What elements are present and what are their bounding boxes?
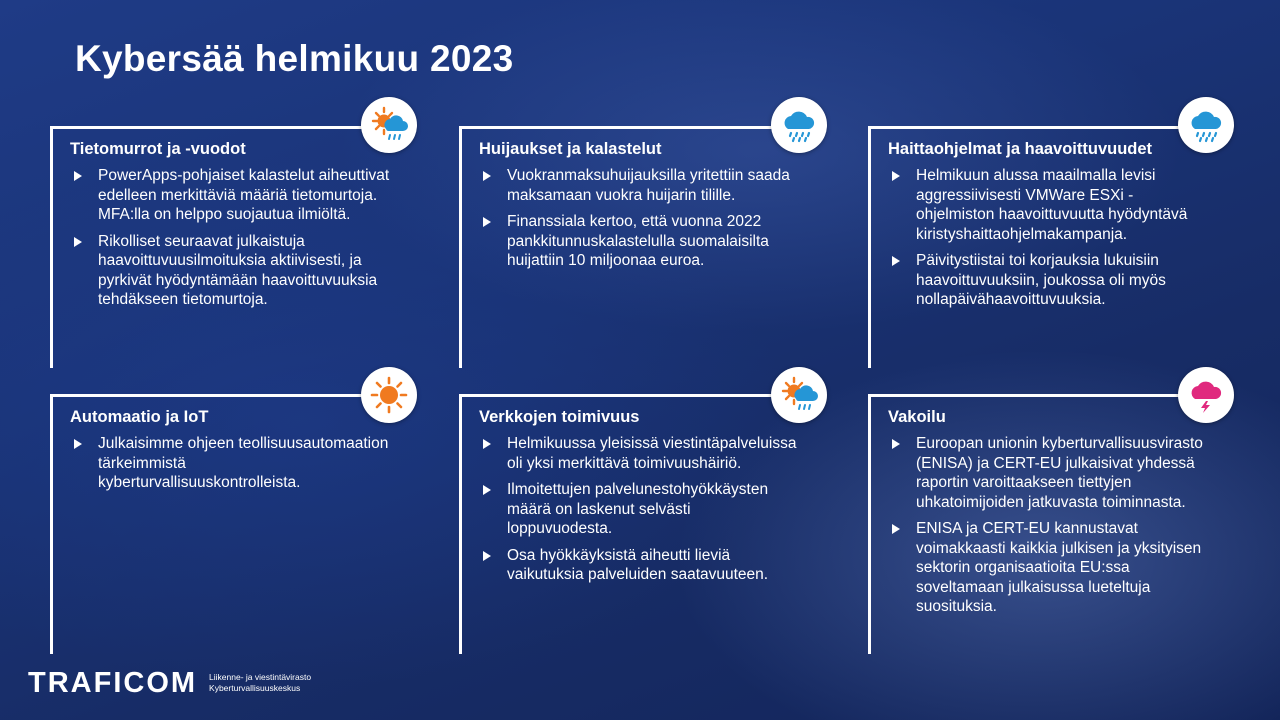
sun-icon	[361, 367, 417, 423]
panel-title: Vakoilu	[888, 408, 946, 426]
bullet-list	[888, 166, 1208, 310]
panel-vakoilu	[868, 394, 1208, 654]
list-item: PowerApps-pohjaiset kalastelut aiheuttivat edelleen merkittäviä määriä tietomurtoja. MFA:lla on helppo suojautua ilmiöltä.	[70, 166, 390, 225]
panel-verkkojen-toimivuus	[459, 394, 799, 654]
panel-title: Haittaohjelmat ja haavoittuvuudet	[888, 140, 1153, 158]
bullet-list	[479, 166, 799, 271]
panel-haittaohjelmat	[868, 126, 1208, 368]
bullet-list	[70, 434, 390, 493]
panel-title: Tietomurrot ja -vuodot	[70, 140, 246, 158]
bullet-list	[888, 434, 1208, 617]
bullet-list	[70, 166, 390, 310]
thunderstorm-icon	[1178, 367, 1234, 423]
rain-cloud-icon	[771, 97, 827, 153]
list-item: Päivitystiistai toi korjauksia lukuisiin haavoittuvuuksiin, joukossa oli myös nollapäivähaavoittuvuuksia.	[888, 251, 1208, 310]
logo-wordmark: TRAFICOM	[28, 667, 198, 699]
logo-subtitle-line2: Kyberturvallisuuskeskus	[209, 683, 301, 693]
panel-title: Automaatio ja IoT	[70, 408, 209, 426]
list-item: Osa hyökkäyksistä aiheutti lieviä vaikutuksia palveluiden saatavuuteen.	[479, 546, 799, 585]
panel-huijaukset	[459, 126, 799, 368]
list-item: Helmikuussa yleisissä viestintäpalveluissa oli yksi merkittävä toimivuushäiriö.	[479, 434, 799, 473]
list-item: Julkaisimme ohjeen teollisuusautomaation tärkeimmistä kyberturvallisuuskontrolleista.	[70, 434, 390, 493]
list-item: Vuokranmaksuhuijauksilla yritettiin saada maksamaan vuokra huijarin tilille.	[479, 166, 799, 205]
bullet-list	[479, 434, 799, 585]
partly-sunny-rain-icon	[361, 97, 417, 153]
panel-title: Huijaukset ja kalastelut	[479, 140, 662, 158]
panel-title: Verkkojen toimivuus	[479, 408, 640, 426]
logo-subtitle	[209, 672, 311, 694]
list-item: Finanssiala kertoo, että vuonna 2022 pankkitunnuskalastelulla suomalaisilta huijattiin 10 miljoonaa euroa.	[479, 212, 799, 271]
rain-cloud-icon	[1178, 97, 1234, 153]
panel-tietomurrot	[50, 126, 390, 368]
list-item: Ilmoitettujen palvelunestohyökkäysten määrä on laskenut selvästi loppuvuodesta.	[479, 480, 799, 539]
page-title: Kybersää helmikuu 2023	[75, 38, 514, 79]
list-item: Rikolliset seuraavat julkaistuja haavoittuvuusilmoituksia aktiivisesti, ja pyrkivät hyödyntämään haavoittuvuuksia tehdäkseen tietomurtoja.	[70, 232, 390, 310]
list-item: ENISA ja CERT-EU kannustavat voimakkaasti kaikkia julkisen ja yksityisen sektorin organisaatioita EU:ssa soveltamaan julkaisussa lueteltuja suosituksia.	[888, 519, 1208, 617]
list-item: Helmikuun alussa maailmalla levisi aggressiivisesti VMWare ESXi -ohjelmiston haavoittuvuutta hyödyntävä kiristyshaittaohjelmakampanja.	[888, 166, 1208, 244]
list-item: Euroopan unionin kyberturvallisuusvirasto (ENISA) ja CERT-EU julkaisivat yhdessä raportin varoittaakseen tiettyjen uhkatoimijoiden jatkuvasta toiminnasta.	[888, 434, 1208, 512]
logo-subtitle-line1: Liikenne- ja viestintävirasto	[209, 672, 312, 682]
panel-automaatio	[50, 394, 390, 654]
traficom-logo	[28, 668, 311, 698]
partly-sunny-rain-icon	[771, 367, 827, 423]
